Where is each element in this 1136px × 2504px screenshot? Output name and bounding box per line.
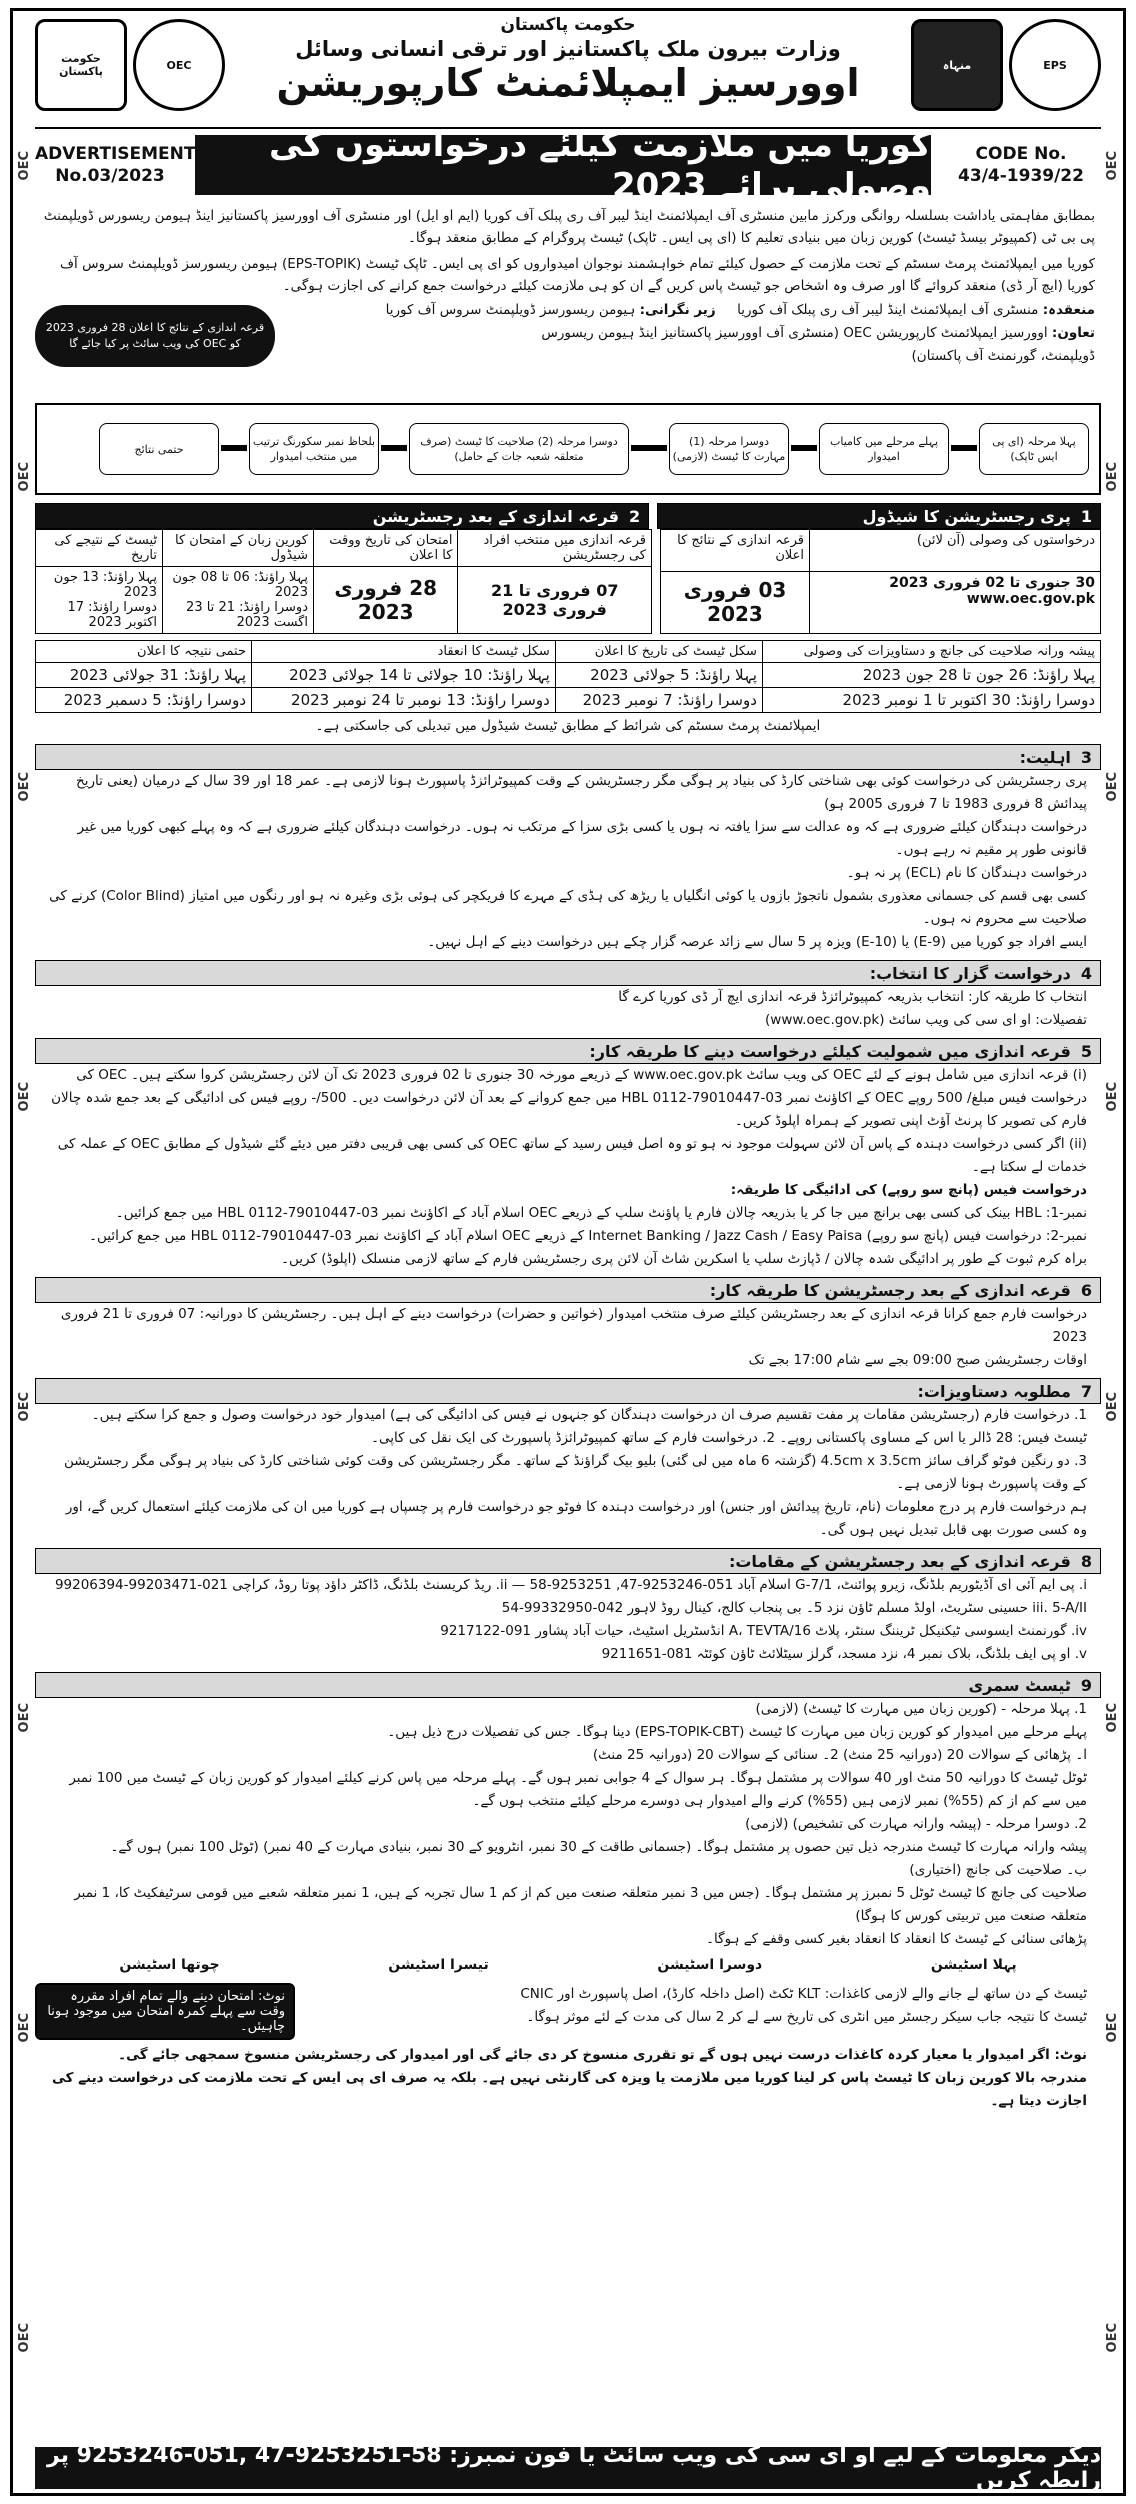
process-flow — [35, 403, 1101, 495]
side-strip-left — [15, 11, 33, 2493]
section-8-header — [35, 1548, 1101, 1574]
organizers-block — [35, 299, 1101, 395]
side-label: OEC — [1104, 151, 1120, 181]
ministry-line: وزارت بیرون ملک پاکستانیز اور ترقی انسانی وسائل — [295, 37, 841, 61]
list-item: براہ کرم ثبوت کے طور پر ادائیگی شدہ چالان / ڈپازٹ سلپ یا اسکرین شاٹ آن لائن پری رجسٹریشن فارم کے ساتھ لازمی منسلک (اپلوڈ) کریں۔ — [281, 1251, 1087, 1267]
section-number: 1 — [1080, 506, 1092, 526]
organized-value: منسٹری آف ایمپلائمنٹ اینڈ لیبر آف ری پبلک آف کوریا — [737, 302, 1039, 318]
list-item: پری رجسٹریشن کی درخواست کوئی بھی شناختی کارڈ کی بنیاد پر ہوگی مگر رجسٹریشن کے وقت کمپیوٹرائزڈ پاسپورٹ ہونا لازمی ہے۔ عمر 18 اور 39 سال کے درمیان (یعنی تاریخ پیدائش 8 فروری 1983 تا 7 فروری 2005 ہو) — [76, 773, 1087, 812]
side-label: OEC — [1104, 2323, 1120, 2353]
side-label: OEC — [16, 1082, 32, 1112]
schedule-headers — [35, 503, 1101, 529]
list-item: کسی بھی قسم کی جسمانی معذوری بشمول ناتجوڑ بازوں یا کوئی انگلیاں یا ریڑھ کی ہڈی کے مہرے کا فریکچر کی ہوئی بڑی وغیرہ نہ ہو اور رنگوں میں امتیاز (Color Blind) کرنے کی صلاحیت سے محروم نہ ہوں۔ — [49, 888, 1087, 927]
table-cell: پہلا راؤنڈ: 06 تا 08 جون 2023 دوسرا راؤنڈ: 21 تا 23 اگست 2023 — [163, 567, 314, 634]
flow-arrow — [221, 445, 247, 451]
list-item: iv. گورنمنٹ ایسوسی ٹیکنیکل ٹریننگ سنٹر، پلاٹ 16/A، TEVTA انڈسٹریل اسٹیٹ، حیات آباد پشاور 091-9217122 — [440, 1623, 1087, 1639]
table-header: حتمی نتیجہ کا اعلان — [36, 641, 252, 663]
notes-list — [305, 1983, 1101, 2029]
list-item: (i) قرعہ اندازی میں شامل ہونے کے لئے OEC کی ویب سائٹ www.oec.gov.pk کے ذریعے مورخہ 30 جنوری تا 02 فروری 2023 تک آن لائن رجسٹریشن کروا سکتے ہیں۔ OEC کی درخواست فیس مبلغ/ 500 روپے OEC کے اکاؤنٹ نمبر HBL 0112-79010447-03 میں جمع کروانے کے بعد آن لائن درخواست دیں۔ 500/- روپے فیس کی ادائیگی کے بعد جمع شدہ چالان فارم کی تصویر کا پرنٹ آؤٹ اپنی تصویر کے ہمراہ اپلوڈ کریں۔ — [51, 1067, 1087, 1129]
section-number: 3 — [1080, 747, 1092, 767]
test-stations — [35, 1951, 1101, 1979]
section-6-header — [35, 1277, 1101, 1303]
list-item: پڑھائی سنائی کے ٹیسٹ کا انعقاد کا انعقاد بغیر کسی وقفے کے ہوگا۔ — [706, 1931, 1087, 1947]
table-cell: 03 فروری 2023 — [661, 571, 810, 633]
pre-registration-header — [657, 503, 1101, 529]
section-title: درخواست گزار کا انتخاب: — [869, 963, 1071, 983]
section-9-header — [35, 1672, 1101, 1698]
list-item: ا۔ پڑھائی کے سوالات 20 (دورانیہ 25 منٹ) 2۔ سنائی کے سوالات 20 (دورانیہ 25 منٹ) — [592, 1747, 1087, 1763]
table-cell: پہلا راؤنڈ: 13 جون 2023 دوسرا راؤنڈ: 17 اکتوبر 2023 — [36, 567, 163, 634]
eps-logo: EPS — [1009, 19, 1101, 111]
list-item: درخواست فیس (پانچ سو روپے) کی ادائیگی کا طریقہ: — [730, 1182, 1087, 1198]
list-item: 3. دو رنگین فوٹو گراف سائز 4.5cm x 3.5cm (گزشتہ 6 ماہ میں لی گئی) بلیو بیک گراؤنڈ کے ساتھ۔ مگر رجسٹریشن کی وقت کوئی شناختی کارڈ کی بنیاد پر ہوگی مگر رجسٹریشن کے وقت پاسپورٹ ہونا لازمی ہے۔ — [63, 1453, 1087, 1492]
code-label: CODE No. — [975, 144, 1067, 164]
header — [35, 11, 1101, 129]
list-item: ب۔ صلاحیت کی جانچ (اختیاری) — [909, 1862, 1087, 1878]
flow-arrow — [951, 445, 977, 451]
table-header: سکل ٹیسٹ کا انعقاد — [252, 641, 556, 663]
advertisement-no: No.03/2023 — [55, 166, 165, 186]
government-line: حکومت پاکستان — [500, 15, 636, 35]
post-registration-table — [35, 529, 652, 634]
list-item: v. او پی ایف بلڈنگ، بلاک نمبر 4، نزد مسجد، گرلز سیٹلائٹ ٹاؤن کوئٹہ 081-9211651 — [601, 1646, 1087, 1662]
intro-paragraph-2: کوریا میں ایمپلائمنٹ پرمٹ سسٹم کے تحت ملازمت کے حصول کیلئے تمام خواہشمند نوجوان امیدواروں کو ای پی ایس۔ ٹاپک ٹیسٹ (EPS-TOPIK) ہیومن ریسورسز ڈویلپمنٹ سروس آف کوریا (ایچ آر ڈی) منعقد کروائے گا اور صرف وہ اشخاص جو ٹیسٹ پاس کریں گے ان کو ہی ملازمت کیلئے درخواست جمع کرانے کی اجازت ہوگی۔ — [60, 256, 1095, 294]
section-title: قرعہ اندازی میں شمولیت کیلئے درخواست دینے کا طریقہ کار: — [589, 1041, 1071, 1061]
table-cell: پہلا راؤنڈ: 5 جولائی 2023 — [555, 663, 762, 688]
note-item: مندرجہ بالا کورین زبان کا ٹیسٹ پاس کر لینا کوریا میں ملازمت یا ویزہ کی گارنٹی نہیں ہے۔ بلکہ یہ صرف ای پی ایس کے تحت ملازمت کی درخواست دینے کی اجازت دیتا ہے۔ — [51, 2070, 1087, 2109]
list-item: درخواست دہندگان کیلئے ضروری ہے کہ وہ عدالت سے سزا یافتہ نہ ہوں یا کسی بڑی سزا کے مرتکب نہ ہوں۔ درخواست دہندگان کیلئے ضروری ہے کہ وہ پہلے کبھی کوریا میں غیر قانونی طور پر مقیم نہ رہے ہوں۔ — [77, 819, 1087, 858]
station-label: دوسرا اسٹیشن — [657, 1957, 763, 1973]
section-number: 9 — [1080, 1675, 1092, 1695]
table-header: قرعہ اندازی کے نتائج کا اعلان — [661, 530, 810, 572]
flow-step-3: دوسرا مرحلہ (1) مہارت کا ٹیسٹ (لازمی) — [669, 423, 789, 475]
table-header: کورین زبان کے امتحان کا شیڈول — [163, 530, 314, 567]
organization-name: اوورسیز ایمپلائمنٹ کارپوریشن — [276, 61, 860, 105]
table-cell: پہلا راؤنڈ: 10 جولائی تا 14 جولائی 2023 — [252, 663, 556, 688]
list-item: ایسے افراد جو کوریا میں (E-9) یا (E-10) ویزہ پر 5 سال سے زائد عرصہ گزار چکے ہیں درخواست دینے کے اہل نہیں۔ — [427, 934, 1087, 950]
table-cell: پہلا راؤنڈ: 31 جولائی 2023 — [36, 663, 252, 688]
note-item: ٹیسٹ کا نتیجہ جاب سیکر رجسٹر میں انٹری کی تاریخ سے لے کر 2 سال کی مدت کے لئے موثر ہوگا۔ — [526, 2009, 1087, 2025]
section-title: قرعہ اندازی کے بعد رجسٹریشن کے مقامات: — [728, 1551, 1071, 1571]
list-item: نمبر-1: HBL بینک کی کسی بھی برانچ میں جا کر یا بذریعہ چالان فارم یا پاؤنٹ سلپ کے ذریعے OEC اسلام آباد کے اکاؤنٹ نمبر HBL 0112-79010447-03 میں جمع کرائیں۔ — [115, 1205, 1087, 1221]
advertisement-label: ADVERTISEMENT — [35, 144, 196, 164]
supervision-label: زیر نگرانی: — [639, 302, 716, 318]
table-header: سکل ٹیسٹ کی تاریخ کا اعلان — [555, 641, 762, 663]
contact-footer: دیگر معلومات کے لیے او ای سی کی ویب سائٹ یا فون نمبرز: 58-9253251-47 ,051-9253246 پر رابطہ کریں — [35, 2447, 1101, 2489]
advertisement-page — [10, 8, 1126, 2496]
list-item: درخواست فارم جمع کرانا قرعہ اندازی کے بعد رجسٹریشن کیلئے صرف منتخب امیدوار (خواتین و حضرات) درخواست دینے کے اہل ہیں۔ رجسٹریشن کا دورانیہ: 07 فروری تا 21 فروری 2023 — [60, 1306, 1087, 1345]
flow-step-1: پہلا مرحلہ (ای پی ایس ٹاپک) — [979, 423, 1089, 475]
list-item: پہلے مرحلے میں امیدوار کو کورین زبان میں مہارت کا ٹیسٹ (EPS-TOPIK-CBT) دینا ہوگا۔ جس کی تفصیلات درج ذیل ہیں۔ — [387, 1724, 1087, 1740]
table-header: ٹیسٹ کے نتیجے کی تاریخ — [36, 530, 163, 567]
header-text — [235, 15, 901, 105]
list-item: نمبر-2: درخواست فیس (پانچ سو روپے) Internet Banking / Jazz Cash / Easy Paisa کے ذریعے OEC اسلام آباد کے اکاؤنٹ نمبر HBL 0112-79010447-03 میں جمع کرائیں۔ — [89, 1228, 1087, 1244]
section-number: 5 — [1080, 1041, 1092, 1061]
section-number: 8 — [1080, 1551, 1092, 1571]
side-label: OEC — [16, 151, 32, 181]
section-number: 6 — [1080, 1280, 1092, 1300]
title-bar — [35, 125, 1101, 206]
flow-arrow — [381, 445, 407, 451]
side-label: OEC — [16, 1702, 32, 1733]
cooperation-label: تعاون: — [1051, 325, 1095, 341]
table-cell: دوسرا راؤنڈ: 30 اکتوبر تا 1 نومبر 2023 — [762, 688, 1100, 713]
side-label: OEC — [16, 2012, 32, 2043]
table-cell: دوسرا راؤنڈ: 7 نومبر 2023 — [555, 688, 762, 713]
table-cell: دوسرا راؤنڈ: 13 نومبر تا 24 نومبر 2023 — [252, 688, 556, 713]
side-label: OEC — [1104, 2012, 1120, 2043]
list-item: درخواست دہندگان کا نام (ECL) پر نہ ہو۔ — [846, 865, 1087, 881]
notes-area — [35, 1983, 1101, 2040]
flow-arrow — [791, 445, 817, 451]
schedule-tables-top — [35, 529, 1101, 634]
table-header: امتحان کی تاریخ ووقت کا اعلان — [313, 530, 457, 567]
list-item: صلاحیت کی جانچ کا ٹیسٹ ٹوٹل 5 نمبرز پر مشتمل ہوگا۔ (جس میں 3 نمبر متعلقہ صنعت میں کم از کم 1 سال تجربہ کے ہیں، 1 نمبر متعلقہ شعبے میں قومی سرٹیفکیٹ کا، 1 نمبر متعلقہ صنعت میں تربیتی کورس کا ہوگا) — [74, 1885, 1087, 1924]
list-item: 1. درخواست فارم (رجسٹریشن مقامات پر مفت تقسیم صرف ان درخواست دہندگان کو جنہوں نے فیس کی ادائیگی کی ہے) امیدوار خود درخواست وصول و جمع کرا سکتے ہیں۔ — [91, 1407, 1087, 1423]
table-header: درخواستوں کی وصولی (آن لائن) — [810, 530, 1101, 572]
list-item: انتخاب کا طریقہ کار: انتخاب بذریعہ کمپیوٹرائزڈ قرعہ اندازی ایچ آر ڈی کوریا کرے گا — [618, 989, 1087, 1005]
government-emblem-logo: حکومت پاکستان — [35, 19, 127, 111]
list-item: پیشہ وارانہ مہارت کا ٹیسٹ مندرجہ ذیل تین حصوں پر مشتمل ہوگا۔ (جسمانی طاقت کے 30 نمبر، انٹرویو کے 30 نمبر، بنیادی مہارت کے 40 نمبر) (ٹوٹل 100 نمبر) ہوں گے۔ — [110, 1839, 1087, 1855]
section-5-header — [35, 1038, 1101, 1064]
side-label: OEC — [1104, 461, 1120, 492]
note-item: نوٹ: اگر امیدوار یا معیار کردہ کاغذات درست نہیں ہوں گے تو تقرری منسوخ کر دی جائے گی اور امیدوار کی رجسٹریشن منسوخ سمجھی جائے گی۔ — [118, 2047, 1087, 2063]
list-item: تفصیلات: او ای سی کی ویب سائٹ (www.oec.gov.pk) — [765, 1012, 1087, 1028]
minhaha-logo: منہاہ — [911, 19, 1003, 111]
table-cell: 07 فروری تا 21 فروری 2023 — [458, 567, 652, 634]
flow-arrow — [631, 445, 667, 451]
flow-step-4: دوسرا مرحلہ (2) صلاحیت کا ٹیسٹ (صرف متعلقہ شعبہ جات کے حامل) — [409, 423, 629, 475]
section-number: 4 — [1080, 963, 1092, 983]
side-label: OEC — [16, 771, 32, 802]
side-strip-right — [1103, 11, 1121, 2493]
section-title: پری رجسٹریشن کا شیڈول — [862, 506, 1071, 526]
side-label: OEC — [1104, 1392, 1120, 1422]
main-title: کوریا میں ملازمت کیلئے درخواستوں کی وصولی برائے 2023 — [195, 135, 931, 195]
table-cell: دوسرا راؤنڈ: 5 دسمبر 2023 — [36, 688, 252, 713]
skill-test-table — [35, 640, 1101, 713]
advertisement-number — [35, 135, 196, 187]
table-cell: 30 جنوری تا 02 فروری 2023 www.oec.gov.pk — [810, 571, 1101, 633]
results-badge: قرعہ اندازی کے نتائج کا اعلان 28 فروری 2023 کو OEC کی ویب سائٹ پر کیا جائے گا — [35, 305, 275, 367]
section-title: مطلوبہ دستاویزات: — [917, 1381, 1071, 1401]
cooperation-value: اوورسیز ایمپلائمنٹ کارپوریشن OEC (منسٹری آف اوورسیز پاکستانیز اینڈ ہیومن ریسورس ڈویلپمنٹ، گورنمنٹ آف پاکستان) — [541, 325, 1095, 364]
table-header: قرعہ اندازی میں منتخب افراد کی رجسٹریشن — [458, 530, 652, 567]
flow-step-6: حتمی نتائج — [99, 423, 219, 475]
post-registration-header — [35, 503, 649, 529]
flow-step-5: بلحاظ نمبر سکورنگ ترتیب میں منتخب امیدوار — [249, 423, 379, 475]
list-item: اوقات رجسٹریشن صبح 09:00 بجے سے شام 17:00 بجے تک — [748, 1352, 1087, 1368]
section-title: اہلیت: — [1019, 747, 1071, 767]
section-number: 7 — [1080, 1381, 1092, 1401]
list-item: 2. دوسرا مرحلہ - (پیشہ وارانہ مہارت کی تشخیص) (لازمی) — [745, 1816, 1087, 1832]
exam-note-box: نوٹ: امتحان دینے والے تمام افراد مقررہ وقت سے پہلے کمرہ امتحان میں موجود ہونا چاہیئں۔ — [35, 1983, 295, 2040]
list-item: 1. پہلا مرحلہ - (کورین زبان میں مہارت کا ٹیسٹ) (لازمی) — [755, 1701, 1087, 1717]
list-item: ہم درخواست فارم پر درج معلومات (نام، تاریخ پیدائش اور جنس) اور درخواست دہندہ کا فوٹو جو درخواست فارم پر چسپاں ہے کوریا میں ان کی ملازمت کیلئے استعمال کریں گے، اور وہ کسی صورت بھی قابل تبدیل نہیں ہوں گی۔ — [65, 1499, 1087, 1538]
oec-logo: OEC — [133, 19, 225, 111]
station-label: تیسرا اسٹیشن — [388, 1957, 489, 1973]
side-label: OEC — [16, 461, 32, 492]
section-number: 2 — [629, 506, 641, 526]
list-item: iii. 5-A/II حسینی سٹریٹ، اولڈ مسلم ٹاؤن نزد 5۔ بی پنجاب کالج، کینال روڈ لاہور 042-99332950-54 — [501, 1600, 1087, 1616]
side-label: OEC — [16, 1392, 32, 1422]
section-title: قرعہ اندازی کے بعد رجسٹریشن — [372, 506, 620, 526]
side-label: OEC — [1104, 1082, 1120, 1112]
code-number — [941, 135, 1101, 187]
supervision-value: ہیومن ریسورسز ڈویلپمنٹ سروس آف کوریا — [385, 302, 636, 318]
station-label: چوتھا اسٹیشن — [119, 1957, 220, 1973]
table-cell: پہلا راؤنڈ: 26 جون تا 28 جون 2023 — [762, 663, 1100, 688]
list-item: ٹوٹل ٹیسٹ کا دورانیہ 50 منٹ اور 40 سوالات پر مشتمل ہوگا۔ ہر سوال کے 4 جوابی نمبر ہوں گے۔ پہلے مرحلہ میں پاس کرنے کیلئے امیدوار کو کورین زبان کے ٹیسٹ میں 100 نمبر میں سے کم از کم (55%) نمبر لازمی ہیں (55%) کرنے والے امیدوار ہی دوسرے مرحلے کیلئے منتخب ہوں گے۔ — [69, 1770, 1087, 1809]
organized-label: منعقدہ: — [1042, 302, 1095, 318]
section-7-header — [35, 1378, 1101, 1404]
side-label: OEC — [16, 2323, 32, 2353]
schedule-note: ایمپلائمنٹ پرمٹ سسٹم کی شرائط کے مطابق ٹیسٹ شیڈول میں تبدیلی کی جاسکتی ہے۔ — [315, 718, 821, 734]
table-header: پیشہ ورانہ صلاحیت کی جانچ و دستاویزات کی وصولی — [762, 641, 1100, 663]
station-label: پہلا اسٹیشن — [930, 1957, 1017, 1973]
note-item: ٹیسٹ کے دن ساتھ لے جانے والے لازمی کاغذات: KLT ٹکٹ (اصل داخلہ کارڈ)، اصل پاسپورٹ اور CNIC — [520, 1986, 1087, 2002]
side-label: OEC — [1104, 771, 1120, 802]
section-title: قرعہ اندازی کے بعد رجسٹریشن کا طریقہ کار: — [709, 1280, 1071, 1300]
flow-step-2: پہلے مرحلے میں کامیاب امیدوار — [819, 423, 949, 475]
section-3-header — [35, 744, 1101, 770]
pre-registration-table — [660, 529, 1101, 634]
code-value: 43/4-1939/22 — [958, 166, 1084, 186]
section-title: ٹیسٹ سمری — [968, 1675, 1071, 1695]
table-cell: 28 فروری 2023 — [313, 567, 457, 634]
section-4-header — [35, 960, 1101, 986]
side-label: OEC — [1104, 1702, 1120, 1733]
list-item: ٹیسٹ فیس: 28 ڈالر یا اس کے مساوی پاکستانی روپے۔ 2. درخواست فارم کے ساتھ کمپیوٹرائزڈ پاسپورٹ کی ایک نقل کی کاپی۔ — [371, 1430, 1087, 1446]
list-item: (ii) اگر کسی درخواست دہندہ کے پاس آن لائن سہولت موجود نہ ہو تو وہ اصل فیس رسید کے ساتھ OEC کی کسی بھی قریبی دفتر میں دیئے گئے شیڈول کے مطابق OEC کے عملہ کی خدمات لے سکتا ہے۔ — [57, 1136, 1087, 1175]
intro-paragraph-1: بمطابق مفاہمتی یاداشت بسلسلہ روانگی ورکرز مابین منسٹری آف ایمپلائمنٹ اینڈ لیبر آف ری پبلک آف کوریا (ایم او ایل) اور منسٹری آف اوورسیز پاکستانیز اینڈ ہیومن ریسورس ڈویلپمنٹ پی بی ٹی (کمپیوٹر بیسڈ ٹیسٹ) کورین زبان میں بنیادی تعلیم کا (ای پی ایس۔ ٹاپک) ٹیسٹ پروگرام کے مطابق منعقد ہوگا۔ — [43, 208, 1095, 246]
list-item: i. پی ایم آئی ای آڈیٹوریم بلڈنگ، زیرو پوائنٹ، G-7/1 اسلام آباد 051-9253246-47, 9253251-58 — ii. ریڈ کریسنٹ بلڈنگ، ڈاکٹر داؤد پوتا روڈ، کراچی 021-99203471-99206394 — [54, 1577, 1087, 1593]
